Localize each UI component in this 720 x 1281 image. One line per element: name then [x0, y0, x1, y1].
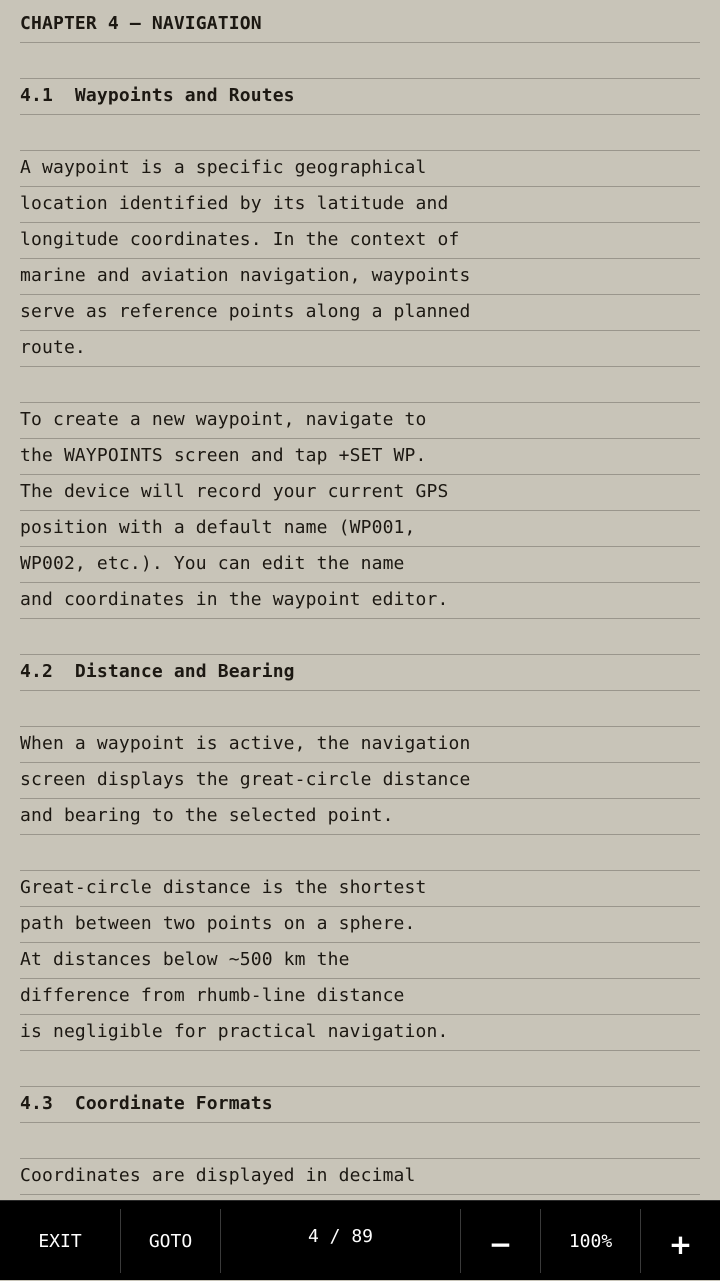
- line-text: A waypoint is a specific geographical: [20, 157, 427, 178]
- line-text: 4.3 Coordinate Formats: [20, 1093, 273, 1114]
- line-text: WP002, etc.). You can edit the name: [20, 553, 405, 574]
- blank-line: [20, 1051, 700, 1087]
- section-heading: [20, 1087, 700, 1123]
- line-text: CHAPTER 4 — NAVIGATION: [20, 13, 262, 34]
- line-text: Great-circle distance is the shortest: [20, 877, 427, 898]
- text-line: [20, 295, 700, 331]
- text-line: [20, 403, 700, 439]
- line-text: route.: [20, 337, 86, 358]
- page-indicator: 4 / 89: [307, 1225, 374, 1247]
- blank-line: [20, 1123, 700, 1159]
- line-text: position with a default name (WP001,: [20, 517, 416, 538]
- text-line: [20, 871, 700, 907]
- line-text: At distances below ~500 km the: [20, 949, 350, 970]
- text-line: [20, 151, 700, 187]
- plus-icon: +: [668, 1227, 693, 1261]
- blank-line: [20, 691, 700, 727]
- line-text: is negligible for practical navigation.: [20, 1021, 449, 1042]
- goto-button[interactable]: GOTO: [148, 1230, 193, 1252]
- text-line: [20, 763, 700, 799]
- text-line: [20, 727, 700, 763]
- text-line: [20, 1159, 700, 1195]
- text-line: [20, 979, 700, 1015]
- line-text: location identified by its latitude and: [20, 193, 449, 214]
- text-line: [20, 943, 700, 979]
- blank-line: [20, 115, 700, 151]
- minus-icon: −: [488, 1227, 513, 1261]
- text-line: [20, 439, 700, 475]
- text-line: [20, 547, 700, 583]
- line-text: 4.2 Distance and Bearing: [20, 661, 295, 682]
- blank-line: [20, 367, 700, 403]
- section-heading: [20, 7, 700, 43]
- line-text: difference from rhumb-line distance: [20, 985, 405, 1006]
- text-line: [20, 1015, 700, 1051]
- text-line: [20, 223, 700, 259]
- exit-button[interactable]: EXIT: [38, 1230, 82, 1252]
- line-text: To create a new waypoint, navigate to: [20, 409, 427, 430]
- line-text: longitude coordinates. In the context of: [20, 229, 460, 250]
- text-line: [20, 331, 700, 367]
- zoom-out-button[interactable]: [461, 1201, 540, 1281]
- line-text: and coordinates in the waypoint editor.: [20, 589, 449, 610]
- text-line: [20, 511, 700, 547]
- line-text: and bearing to the selected point.: [20, 805, 394, 826]
- line-text: screen displays the great-circle distance: [20, 769, 471, 790]
- zoom-in-button[interactable]: [641, 1201, 720, 1281]
- text-line: [20, 187, 700, 223]
- reader-toolbar: [0, 1200, 720, 1280]
- line-text: The device will record your current GPS: [20, 481, 449, 502]
- line-text: Coordinates are displayed in decimal: [20, 1165, 416, 1186]
- line-text: serve as reference points along a planned: [20, 301, 471, 322]
- text-line: [20, 799, 700, 835]
- text-line: [20, 475, 700, 511]
- text-line: [20, 583, 700, 619]
- blank-line: [20, 619, 700, 655]
- blank-line: [20, 835, 700, 871]
- line-text: marine and aviation navigation, waypoints: [20, 265, 471, 286]
- line-text: When a waypoint is active, the navigation: [20, 733, 471, 754]
- line-text: 4.1 Waypoints and Routes: [20, 85, 295, 106]
- text-line: [20, 259, 700, 295]
- zoom-level: 100%: [568, 1230, 613, 1252]
- line-text: path between two points on a sphere.: [20, 913, 416, 934]
- line-text: the WAYPOINTS screen and tap +SET WP.: [20, 445, 427, 466]
- blank-line: [20, 43, 700, 79]
- section-heading: [20, 79, 700, 115]
- section-heading: [20, 655, 700, 691]
- text-line: [20, 907, 700, 943]
